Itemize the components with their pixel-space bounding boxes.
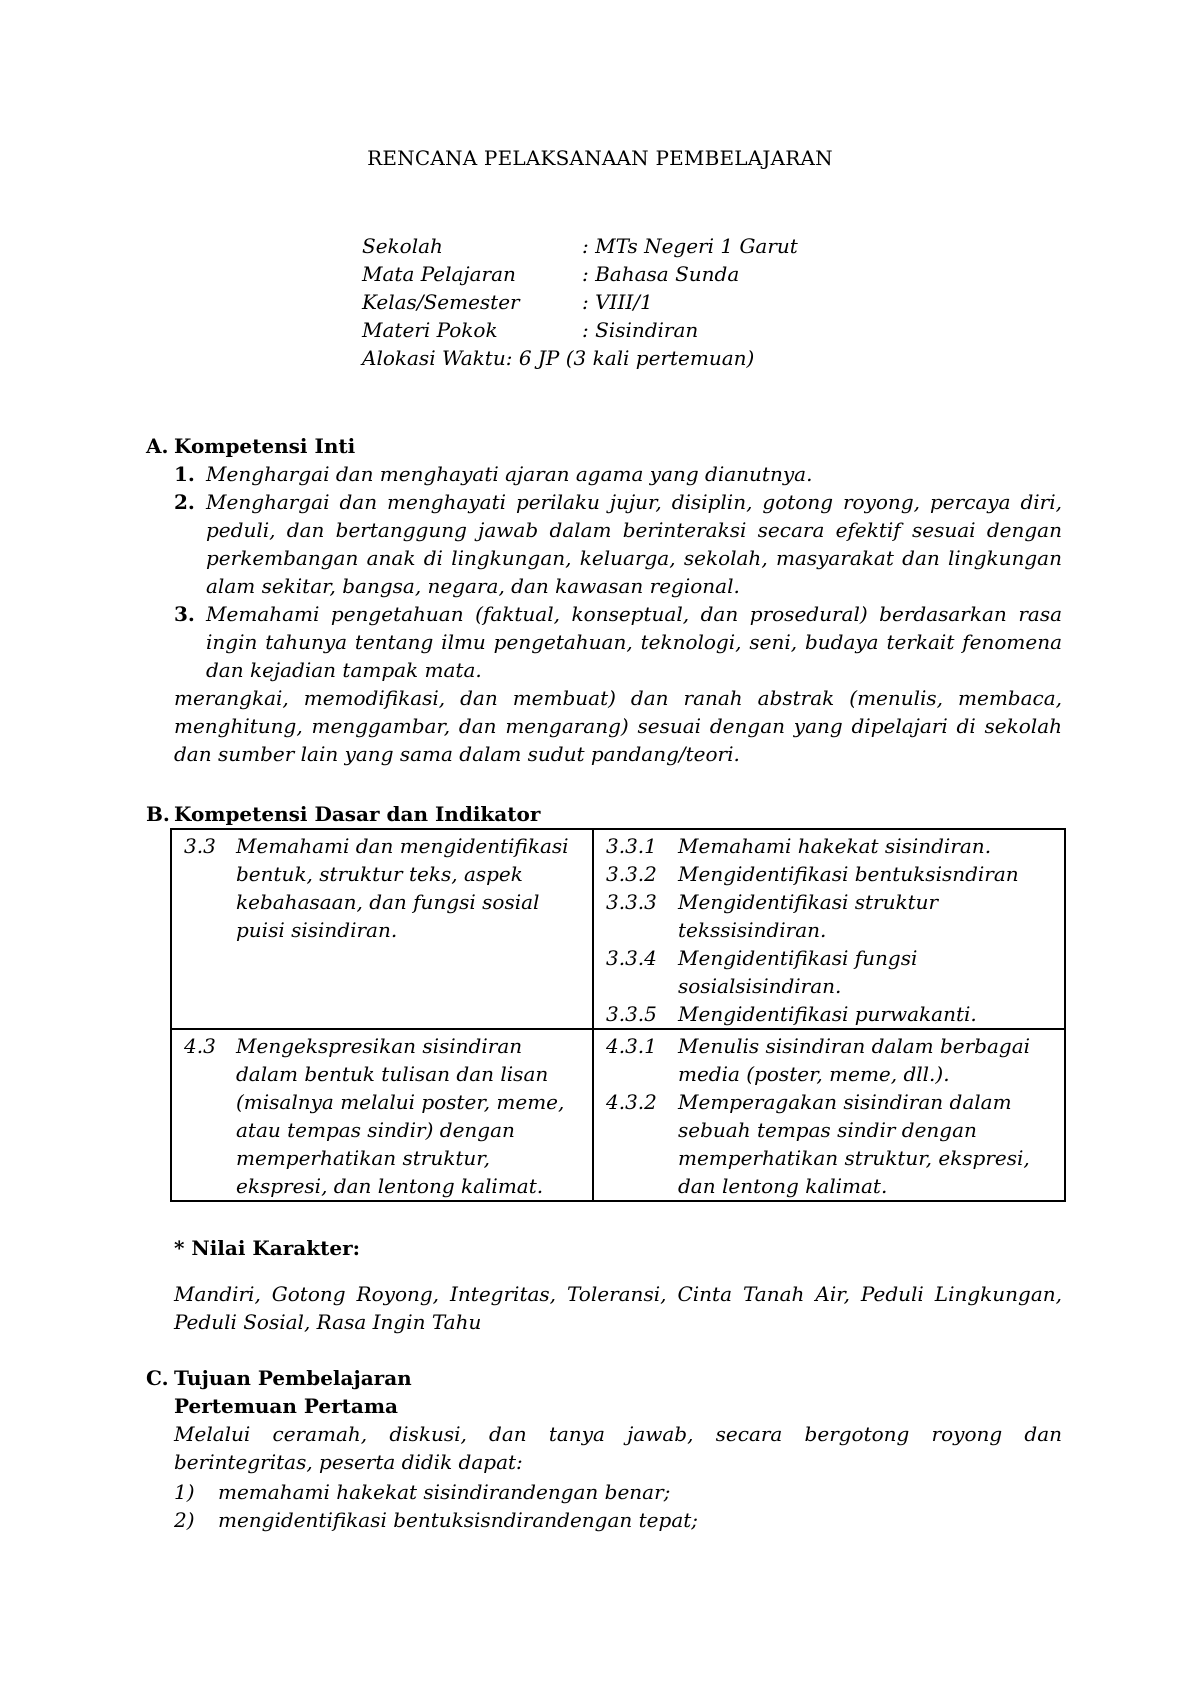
- indicator-text: Memahami hakekat sisindiran.: [678, 834, 992, 858]
- indicator-entry: [606, 1000, 1058, 1028]
- indicator-text: Menulis sisindiran dalam berbagai media (poster, meme, dll.).: [678, 1034, 1031, 1086]
- identity-label: Kelas/Semester: [362, 290, 520, 314]
- kd-cell: [171, 829, 593, 1029]
- identity-value: : Sisindiran: [582, 318, 699, 342]
- identity-row-mapel: [362, 260, 798, 288]
- identity-value: : MTs Negeri 1 Garut: [582, 234, 798, 258]
- indicator-cell: [593, 829, 1065, 1029]
- kd-indicator-table: [170, 828, 1066, 1202]
- indicator-text: Mengidentifikasi struktur tekssisindiran.: [678, 890, 939, 942]
- indicator-cell: [593, 1029, 1065, 1201]
- indicator-entry: [606, 860, 1058, 888]
- item-text: Menghargai dan menghayati perilaku jujur, disiplin, gotong royong, percaya diri, peduli, dan bertanggung jawab dalam berinteraksi secara efektif sesuai dengan perkembangan anak di lingkungan, keluarga, sekolah, masyarakat dan lingkungan alam sekitar, bangsa, negara, dan kawasan regional.: [206, 490, 1062, 598]
- list-item: [174, 1478, 1062, 1506]
- identity-row-materi: [362, 316, 798, 344]
- item-text: mengidentifikasi bentuksisndirandengan tepat;: [218, 1508, 699, 1532]
- document-title: RENCANA PELAKSANAAN PEMBELAJARAN: [367, 146, 833, 170]
- item-text: memahami hakekat sisindirandengan benar;: [218, 1480, 671, 1504]
- item-text: Memahami pengetahuan (faktual, konseptual, dan prosedural) berdasarkan rasa ingin tahunya tentang ilmu pengetahuan, teknologi, seni, budaya terkait fenomena dan kejadian tampak mata.: [206, 602, 1062, 682]
- table-row: [171, 829, 1065, 1029]
- nilai-karakter-text: Mandiri, Gotong Royong, Integritas, Toleransi, Cinta Tanah Air, Peduli Lingkungan, Peduli Sosial, Rasa Ingin Tahu: [174, 1282, 1062, 1334]
- section-a-heading: [146, 432, 355, 460]
- indicator-entry: [606, 888, 1058, 944]
- kd-text: Memahami dan mengidentifikasi bentuk, struktur teks, aspek kebahasaan, dan fungsi sosial puisi sisindiran.: [236, 834, 569, 942]
- item-number: 3.: [174, 602, 195, 626]
- indicator-text: Memperagakan sisindiran dalam sebuah tempas sindir dengan memperhatikan struktur, ekspresi, dan lentong kalimat.: [678, 1090, 1030, 1198]
- indicator-code: 3.3.4: [606, 946, 657, 970]
- section-letter: B.: [146, 802, 170, 826]
- kompetensi-continuation: merangkai, memodifikasi, dan membuat) dan ranah abstrak (menulis, membaca, menghitung, menggambar, dan mengarang) sesuai dengan yang dipelajari di sekolah dan sumber lain yang sama dalam sudut pandang/teori.: [174, 686, 1062, 766]
- kd-code: 4.3: [184, 1034, 216, 1058]
- meeting-subheading: Pertemuan Pertama: [174, 1394, 398, 1418]
- identity-row-sekolah: [362, 232, 798, 260]
- item-number: 1.: [174, 462, 195, 486]
- item-number: 1): [174, 1480, 195, 1504]
- kd-cell: [171, 1029, 593, 1201]
- tujuan-list: [174, 1478, 1062, 1534]
- indicator-entry: [606, 944, 1058, 1000]
- nilai-karakter-heading: * Nilai Karakter:: [174, 1236, 360, 1260]
- section-b-heading: [146, 800, 540, 828]
- indicator-code: 4.3.1: [606, 1034, 657, 1058]
- identity-row-alokasi: Alokasi Waktu: 6 JP (3 kali pertemuan): [362, 346, 755, 370]
- indicator-code: 3.3.1: [606, 834, 657, 858]
- tujuan-intro: Melalui ceramah, diskusi, dan tanya jawab, secara bergotong royong dan berintegritas, peserta didik dapat:: [174, 1422, 1062, 1474]
- indicator-text: Mengidentifikasi bentuksisndiran: [678, 862, 1019, 886]
- indicator-entry: [606, 1032, 1058, 1088]
- identity-row-kelas: [362, 288, 798, 316]
- list-item: [174, 460, 1062, 488]
- indicator-entry: [606, 1088, 1058, 1200]
- section-letter: C.: [146, 1366, 169, 1390]
- indicator-code: 3.3.3: [606, 890, 657, 914]
- identity-label: Sekolah: [362, 234, 443, 258]
- list-item: [174, 488, 1062, 600]
- identity-label: Mata Pelajaran: [362, 262, 516, 286]
- identity-value: : Bahasa Sunda: [582, 262, 740, 286]
- indicator-code: 3.3.5: [606, 1002, 657, 1026]
- kd-entry: [184, 832, 586, 944]
- section-title: Tujuan Pembelajaran: [174, 1366, 412, 1390]
- identity-value: : VIII/1: [582, 290, 653, 314]
- indicator-entry: [606, 832, 1058, 860]
- kd-text: Mengekspresikan sisindiran dalam bentuk tulisan dan lisan (misalnya melalui poster, meme, atau tempas sindir) dengan memperhatikan struktur, ekspresi, dan lentong kalimat.: [236, 1034, 565, 1198]
- identity-label: Materi Pokok: [362, 318, 498, 342]
- list-item: [174, 1506, 1062, 1534]
- list-item: [174, 600, 1062, 684]
- identity-block: [362, 232, 798, 372]
- item-number: 2.: [174, 490, 195, 514]
- table-row: [171, 1029, 1065, 1201]
- indicator-code: 3.3.2: [606, 862, 657, 886]
- item-text: Menghargai dan menghayati ajaran agama yang dianutnya.: [206, 462, 813, 486]
- section-title: Kompetensi Dasar dan Indikator: [174, 802, 541, 826]
- section-letter: A.: [146, 434, 169, 458]
- indicator-text: Mengidentifikasi fungsi sosialsisindiran.: [678, 946, 918, 998]
- indicator-text: Mengidentifikasi purwakanti.: [678, 1002, 977, 1026]
- kd-code: 3.3: [184, 834, 216, 858]
- item-number: 2): [174, 1508, 195, 1532]
- section-title: Kompetensi Inti: [174, 434, 356, 458]
- kompetensi-inti-list: [174, 460, 1062, 684]
- indicator-code: 4.3.2: [606, 1090, 657, 1114]
- section-c-heading: [146, 1364, 412, 1392]
- kd-entry: [184, 1032, 586, 1200]
